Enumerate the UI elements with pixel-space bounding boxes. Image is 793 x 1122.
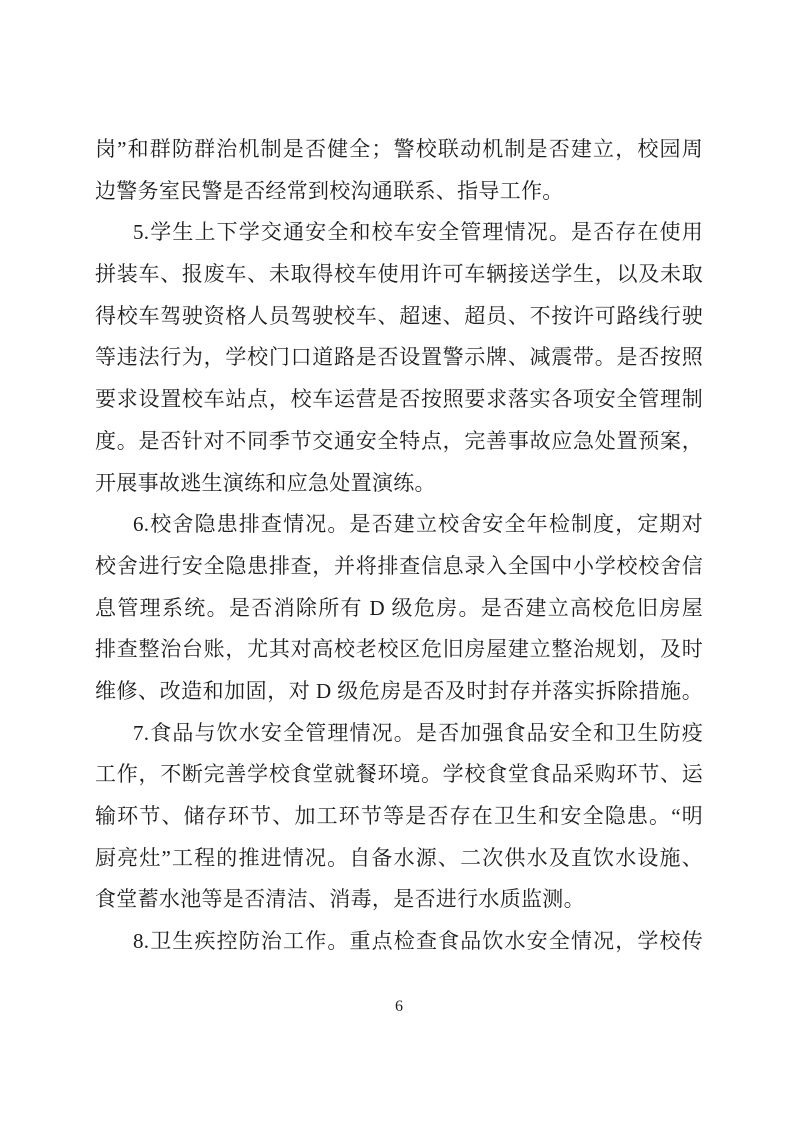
paragraph xyxy=(95,713,703,921)
paragraph xyxy=(95,129,703,212)
paragraph xyxy=(95,212,703,504)
text-line: 工作，不断完善学校食堂就餐环境。学校食堂食品采购环节、运 xyxy=(95,762,703,787)
text-line: 开展事故逃生演练和应急处置演练。 xyxy=(95,470,436,495)
text-line: 得校车驾驶资格人员驾驶校车、超速、超员、不按许可路线行驶 xyxy=(95,303,703,328)
text-line: 岗”和群防群治机制是否健全；警校联动机制是否建立，校园周 xyxy=(95,137,703,161)
text-line: 边警务室民警是否经常到校沟通联系、指导工作。 xyxy=(95,178,564,203)
text-line: 输环节、储存环节、加工环节等是否存在卫生和安全隐患。“明 xyxy=(95,804,703,828)
paragraph xyxy=(95,504,703,712)
text-line: 要求设置校车站点，校车运营是否按照要求落实各项安全管理制 xyxy=(95,387,703,412)
text-line: 度。是否针对不同季节交通安全特点，完善事故应急处置预案， xyxy=(95,428,703,453)
text-line: 维修、改造和加固，对 D 级危房是否及时封存并落实拆除措施。 xyxy=(95,678,703,703)
page-number: 6 xyxy=(395,998,403,1015)
text-line: 食堂蓄水池等是否清洁、消毒，是否进行水质监测。 xyxy=(95,887,585,912)
paragraph xyxy=(95,921,703,963)
text-line: 7.食品与饮水安全管理情况。是否加强食品安全和卫生防疫 xyxy=(133,720,703,745)
text-line: 校舍进行安全隐患排查，并将排查信息录入全国中小学校校舍信 xyxy=(95,553,703,578)
text-line: 6.校舍隐患排查情况。是否建立校舍安全年检制度，定期对 xyxy=(133,512,703,537)
text-line: 排查整治台账，尤其对高校老校区危旧房屋建立整治规划，及时 xyxy=(95,637,703,662)
text-line: 等违法行为，学校门口道路是否设置警示牌、减震带。是否按照 xyxy=(95,345,703,370)
text-line: 5.学生上下学交通安全和校车安全管理情况。是否存在使用 xyxy=(133,220,703,245)
document-body xyxy=(95,129,703,963)
text-line: 厨亮灶”工程的推进情况。自备水源、二次供水及直饮水设施、 xyxy=(95,845,703,870)
text-line: 8.卫生疾控防治工作。重点检查食品饮水安全情况，学校传 xyxy=(133,929,703,954)
text-line: 拼装车、报废车、未取得校车使用许可车辆接送学生，以及未取 xyxy=(95,262,703,287)
text-line: 息管理系统。是否消除所有 D 级危房。是否建立高校危旧房屋 xyxy=(95,595,703,620)
page-footer xyxy=(95,996,703,1018)
